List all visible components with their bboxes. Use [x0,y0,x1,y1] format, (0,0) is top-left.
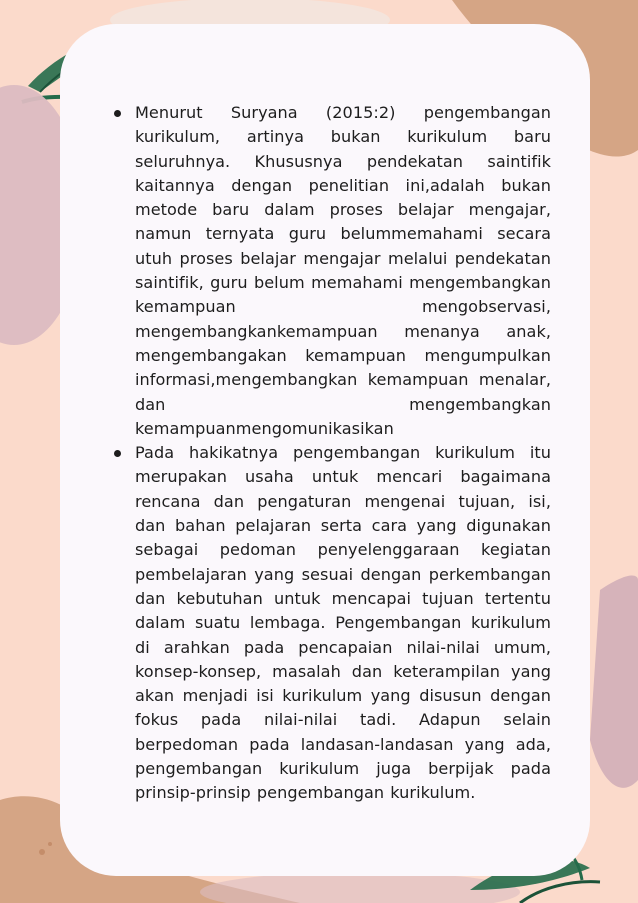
bullet-item-2 [113,441,551,805]
bullet-dot [114,450,121,457]
bullet-list [113,101,551,806]
bullet-dot [114,110,121,117]
faint-blob-bottom [200,872,520,903]
bullet-text-1: Menurut Suryana (2015:2) pengembangan kurikulum, artinya bukan kurikulum baru seluruhnya. Khususnya pendekatan saintifik kaitannya dengan penelitian ini,adalah bukan metode baru dalam proses belajar mengajar, namun ternyata guru belummemahami secara utuh proses belajar mengajar melalui pendekatan saintifik, guru belum memahami mengembangkan kemampuan mengobservasi, mengembangkankemampuan menanya anak, mengembangakan kemampuan mengumpulkan informasi,mengembangkan kemampuan menalar, dan mengembangkan kemampuanmengomunikasikan [135,103,551,438]
splatter-dot [39,849,45,855]
bullet-item-1 [113,101,551,441]
mauve-blob-bottom-right [590,576,638,788]
bullet-text-2: Pada hakikatnya pengembangan kurikulum itu merupakan usaha untuk mencari bagaimana rencana dan pengaturan mengenai tujuan, isi, dan bahan pelajaran serta cara yang digunakan sebagai pedoman penyelenggaraan kegiatan pembelajaran yang sesuai dengan perkembangan dan kebutuhan untuk mencapai tujuan tertentu dalam suatu lembaga. Pengembangan kurikulum di arahkan pada pencapaian nilai-nilai umum, konsep-konsep, masalah dan keterampilan yang akan menjadi isi kurikulum yang disusun dengan fokus pada nilai-nilai tadi. Adapun selain berpedoman pada landasan-landasan yang ada, pengembangan kurikulum juga berpijak pada prinsip-prinsip pengembangan kurikulum. [135,443,551,803]
splatter-dot [48,842,52,846]
